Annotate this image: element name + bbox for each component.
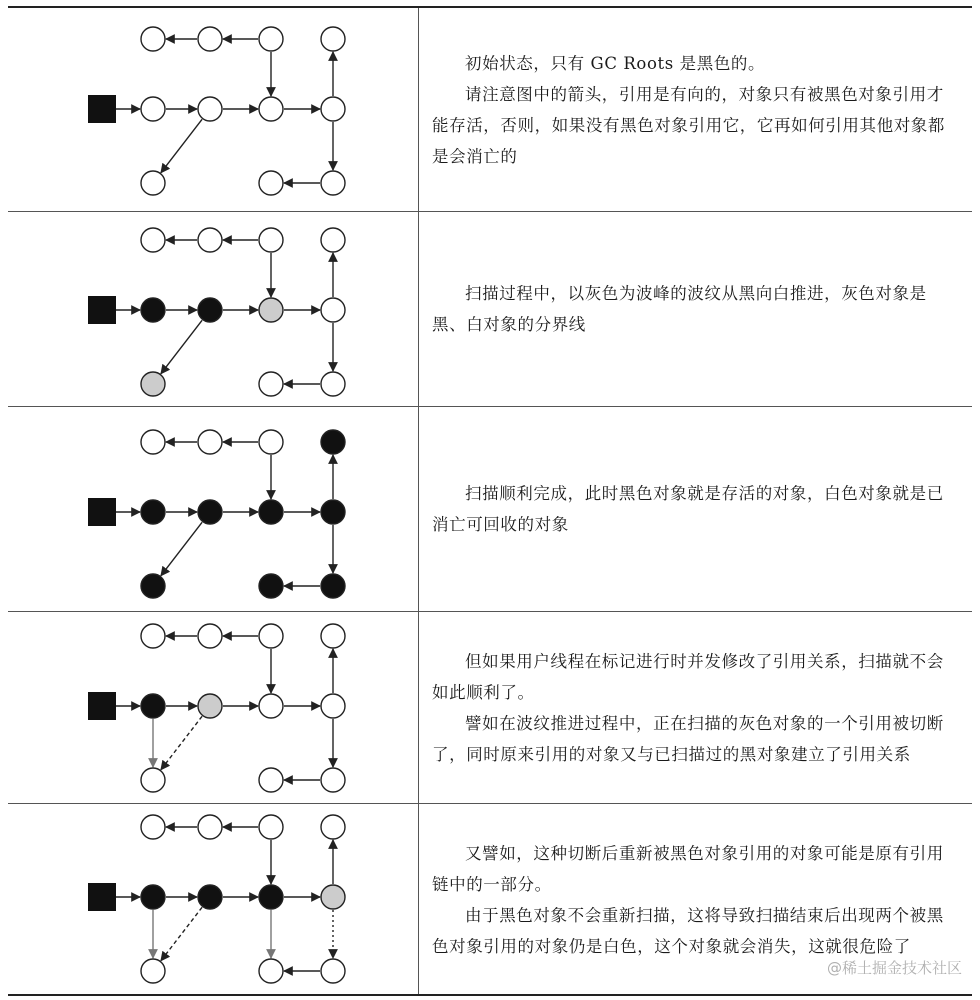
object-node-black	[141, 298, 165, 322]
object-node-white	[321, 959, 345, 983]
object-node-black	[198, 885, 222, 909]
description-line: 但如果用户线程在标记进行时并发修改了引用关系，扫描就不会如此顺利了。	[432, 651, 944, 702]
description-line: 初始状态，只有 GC Roots 是黑色的。	[465, 53, 766, 73]
object-node-white	[259, 694, 283, 718]
reference-arrow	[161, 119, 202, 172]
diagram-row	[8, 611, 972, 803]
object-node-white	[321, 624, 345, 648]
object-node-black	[141, 885, 165, 909]
object-node-black	[198, 298, 222, 322]
gc-root-square	[88, 95, 116, 123]
graph-cell	[8, 212, 418, 406]
object-node-white	[141, 27, 165, 51]
object-node-white	[321, 298, 345, 322]
object-node-gray	[141, 372, 165, 396]
gc-root-square	[88, 883, 116, 911]
object-node-white	[321, 171, 345, 195]
object-node-white	[141, 97, 165, 121]
object-node-white	[259, 171, 283, 195]
graph-cell	[8, 8, 418, 211]
object-node-white	[141, 430, 165, 454]
reference-arrow	[161, 320, 202, 373]
object-node-white	[321, 372, 345, 396]
object-node-black	[321, 574, 345, 598]
object-node-black	[141, 500, 165, 524]
diagram-table	[8, 6, 972, 996]
object-node-black	[321, 500, 345, 524]
object-node-white	[321, 768, 345, 792]
description-line: 譬如在波纹推进过程中，正在扫描的灰色对象的一个引用被切断了，同时原来引用的对象又与已扫描过的黑对象建立了引用关系	[432, 713, 944, 764]
diagram-row	[8, 8, 972, 211]
object-node-white	[321, 228, 345, 252]
description-line: 由于黑色对象不会重新扫描，这将导致扫描结束后出现两个被黑色对象引用的对象仍是白色，这个对象就会消失，这就很危险了	[432, 906, 944, 956]
object-node-white	[141, 228, 165, 252]
object-node-white	[259, 815, 283, 839]
description-line: 扫描过程中，以灰色为波峰的波纹从黑向白推进，灰色对象是黑、白对象的分界线	[432, 284, 927, 334]
object-node-white	[259, 768, 283, 792]
graph-cell	[8, 612, 418, 803]
graph-svg	[8, 407, 418, 612]
object-node-black	[141, 574, 165, 598]
object-node-white	[141, 815, 165, 839]
object-node-white	[198, 27, 222, 51]
object-node-white	[259, 27, 283, 51]
description-cell	[432, 8, 960, 211]
object-node-gray	[321, 885, 345, 909]
reference-arrow	[161, 907, 202, 960]
gc-root-square	[88, 296, 116, 324]
gc-root-square	[88, 498, 116, 526]
object-node-gray	[198, 694, 222, 718]
object-node-white	[259, 372, 283, 396]
graph-svg	[8, 612, 418, 804]
description-cell	[432, 407, 960, 611]
graph-cell	[8, 407, 418, 611]
description-cell	[432, 212, 960, 406]
diagram-row	[8, 406, 972, 611]
graph-svg	[8, 8, 418, 211]
object-node-white	[259, 97, 283, 121]
graph-cell	[8, 804, 418, 996]
description-cell	[432, 612, 960, 803]
object-node-black	[198, 500, 222, 524]
diagram-row	[8, 211, 972, 406]
object-node-white	[141, 624, 165, 648]
reference-arrow	[161, 522, 202, 575]
object-node-white	[198, 624, 222, 648]
object-node-white	[141, 171, 165, 195]
graph-svg	[8, 212, 418, 407]
object-node-white	[321, 694, 345, 718]
object-node-black	[259, 885, 283, 909]
object-node-white	[321, 815, 345, 839]
object-node-white	[321, 97, 345, 121]
object-node-white	[259, 228, 283, 252]
object-node-white	[259, 624, 283, 648]
object-node-white	[198, 815, 222, 839]
object-node-white	[198, 430, 222, 454]
object-node-white	[321, 27, 345, 51]
object-node-white	[198, 97, 222, 121]
object-node-white	[141, 959, 165, 983]
object-node-white	[198, 228, 222, 252]
description-line: 扫描顺利完成，此时黑色对象就是存活的对象，白色对象就是已消亡可回收的对象	[432, 484, 944, 534]
description-line: 又譬如，这种切断后重新被黑色对象引用的对象可能是原有引用链中的一部分。	[432, 844, 944, 894]
object-node-black	[259, 500, 283, 524]
object-node-black	[321, 430, 345, 454]
description-line: 请注意图中的箭头，引用是有向的，对象只有被黑色对象引用才能存活，否则，如果没有黑色对象引用它，它再如何引用其他对象都是会消亡的	[432, 84, 945, 166]
graph-svg	[8, 804, 418, 997]
object-node-black	[259, 574, 283, 598]
object-node-white	[259, 959, 283, 983]
object-node-white	[141, 768, 165, 792]
object-node-gray	[259, 298, 283, 322]
gc-root-square	[88, 692, 116, 720]
object-node-black	[141, 694, 165, 718]
object-node-white	[259, 430, 283, 454]
reference-arrow	[161, 716, 202, 769]
watermark: @稀土掘金技术社区	[826, 959, 962, 977]
